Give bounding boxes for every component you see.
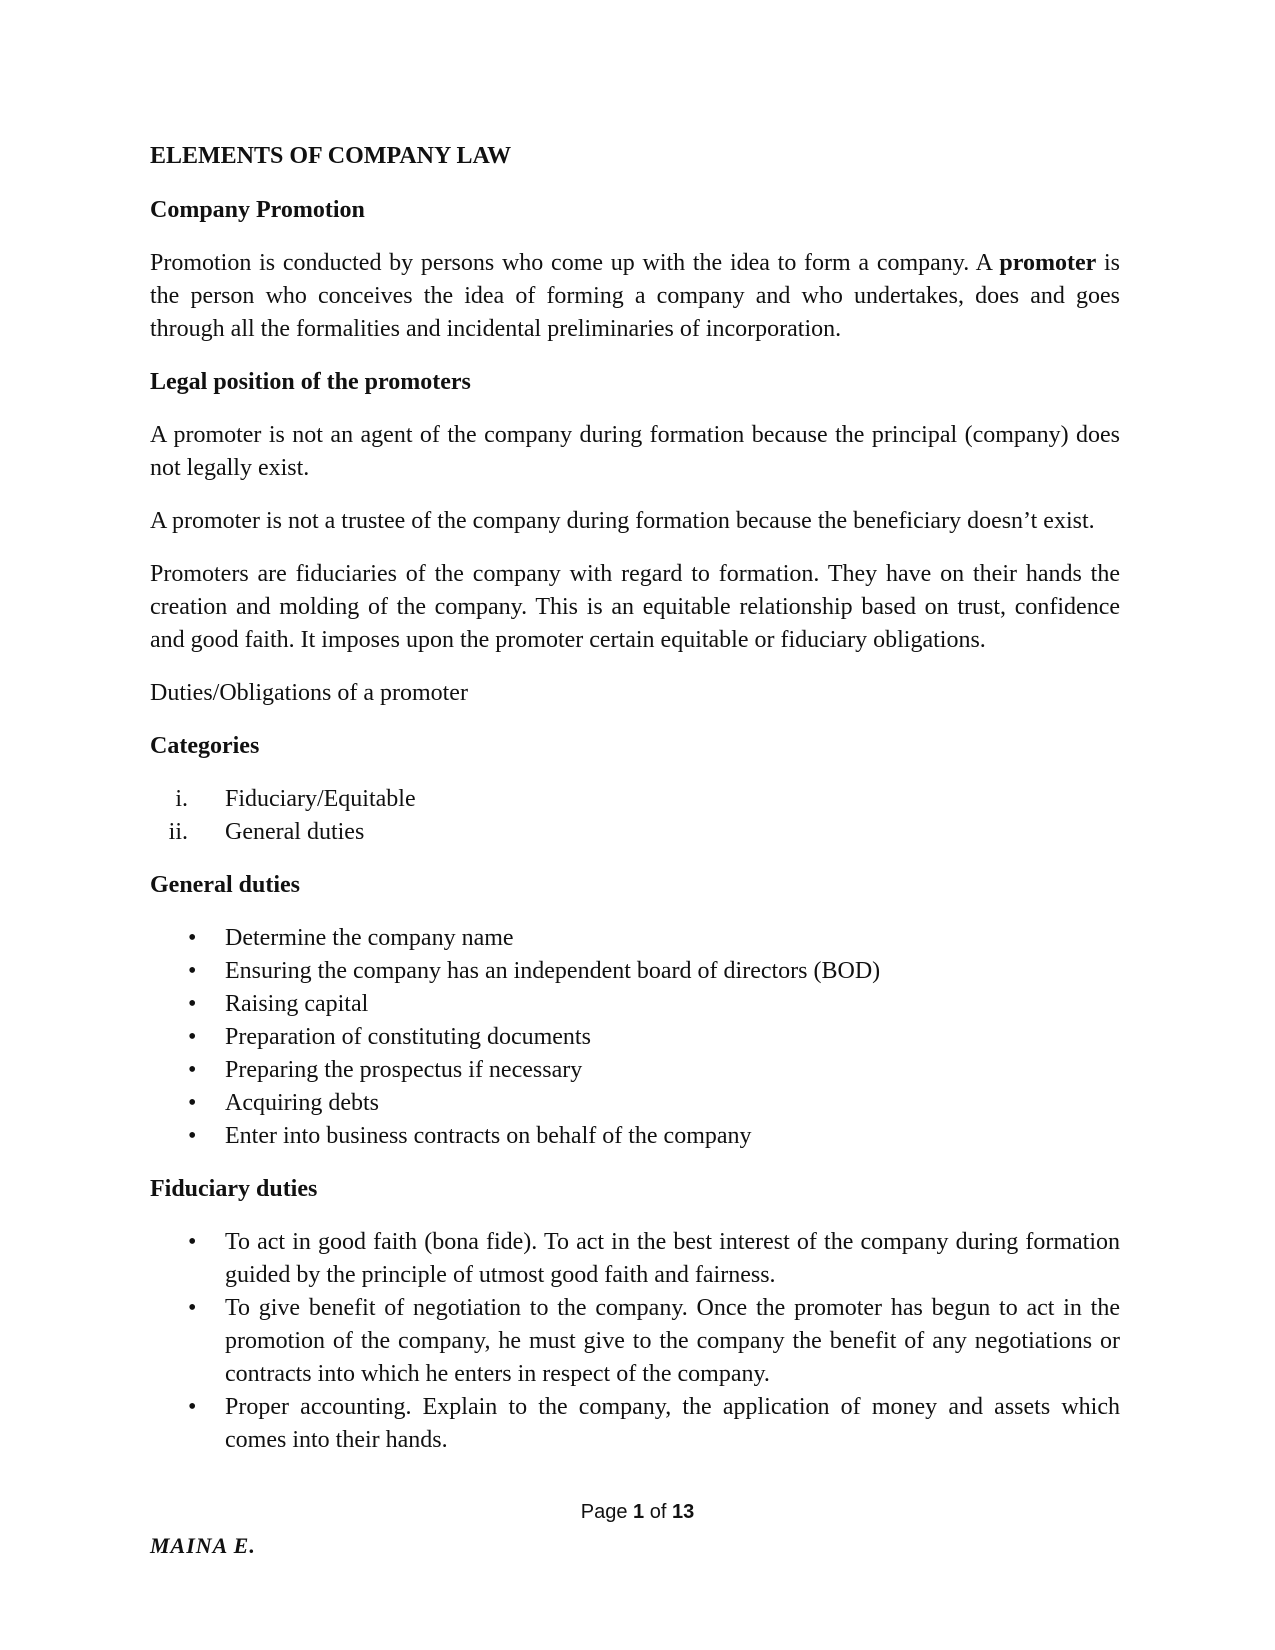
bullet-icon: • [188,958,197,984]
bullet-icon: • [188,925,197,951]
bullet-icon: • [188,1090,197,1116]
list-number: i. [175,786,188,812]
section-heading-general-duties: General duties [150,872,300,898]
list-item: • Raising capital [150,988,1120,1021]
document-title: ELEMENTS OF COMPANY LAW [150,143,512,169]
section-heading-legal-position: Legal position of the promoters [150,369,471,395]
total-page-count: 13 [671,1501,695,1523]
section-heading-categories: Categories [150,733,260,759]
section-heading-fiduciary-duties: Fiduciary duties [150,1176,318,1202]
bullet-icon: • [188,1394,197,1420]
current-page-number: 1 [633,1501,645,1523]
bullet-icon: • [188,1057,197,1083]
list-item: • Acquiring debts [150,1087,1120,1120]
document-body [150,140,1120,1477]
duties-label: Duties/Obligations of a promoter [150,680,468,706]
list-item: • Enter into business contracts on behalf of the company [150,1120,1120,1153]
list-item: • Preparation of constituting documents [150,1021,1120,1054]
section-heading-company-promotion: Company Promotion [150,197,365,223]
bullet-icon: • [188,1123,197,1149]
bullet-icon: • [188,1229,197,1255]
promotion-paragraph: Promotion is conducted by persons who come up with the idea to form a company. A promoter is the person who conceives the idea of forming a company and who undertakes, does and goes through all the formalities and incidental preliminaries of incorporation. [150,250,1120,342]
list-item: ii. General duties [150,816,1120,849]
general-duties-list [150,922,1120,1153]
list-item: • To act in good faith (bona fide). To act in the best interest of the company during formation guided by the principle of utmost good faith and fairness. [150,1226,1120,1292]
fiduciary-duties-list [150,1226,1120,1457]
bullet-icon: • [188,991,197,1017]
page-footer: Page 1 of 13 [580,1501,695,1523]
list-item: i. Fiduciary/Equitable [150,783,1120,816]
list-item: • Ensuring the company has an independent board of directors (BOD) [150,955,1120,988]
author-name: MAINA E. [150,1533,256,1558]
promoter-term: promoter [999,250,1097,276]
list-number: ii. [168,819,188,845]
list-item: • Preparing the prospectus if necessary [150,1054,1120,1087]
legal-position-paragraph-agent: A promoter is not an agent of the company during formation because the principal (company) does not legally exist. [150,422,1120,481]
list-item: • To give benefit of negotiation to the company. Once the promoter has begun to act in the promotion of the company, he must give to the company the benefit of any negotiations or contracts into which he enters in respect of the company. [150,1292,1120,1391]
bullet-icon: • [188,1295,197,1321]
categories-list [150,783,1120,849]
legal-position-paragraph-trustee: A promoter is not a trustee of the company during formation because the beneficiary doesn’t exist. [150,508,1095,534]
list-item: • Determine the company name [150,922,1120,955]
legal-position-paragraph-fiduciaries: Promoters are fiduciaries of the company with regard to formation. They have on their hands the creation and molding of the company. This is an equitable relationship based on trust, confidence and good faith. It imposes upon the promoter certain equitable or fiduciary obligations. [150,561,1120,653]
bullet-icon: • [188,1024,197,1050]
list-item: • Proper accounting. Explain to the company, the application of money and assets which comes into their hands. [150,1391,1120,1457]
